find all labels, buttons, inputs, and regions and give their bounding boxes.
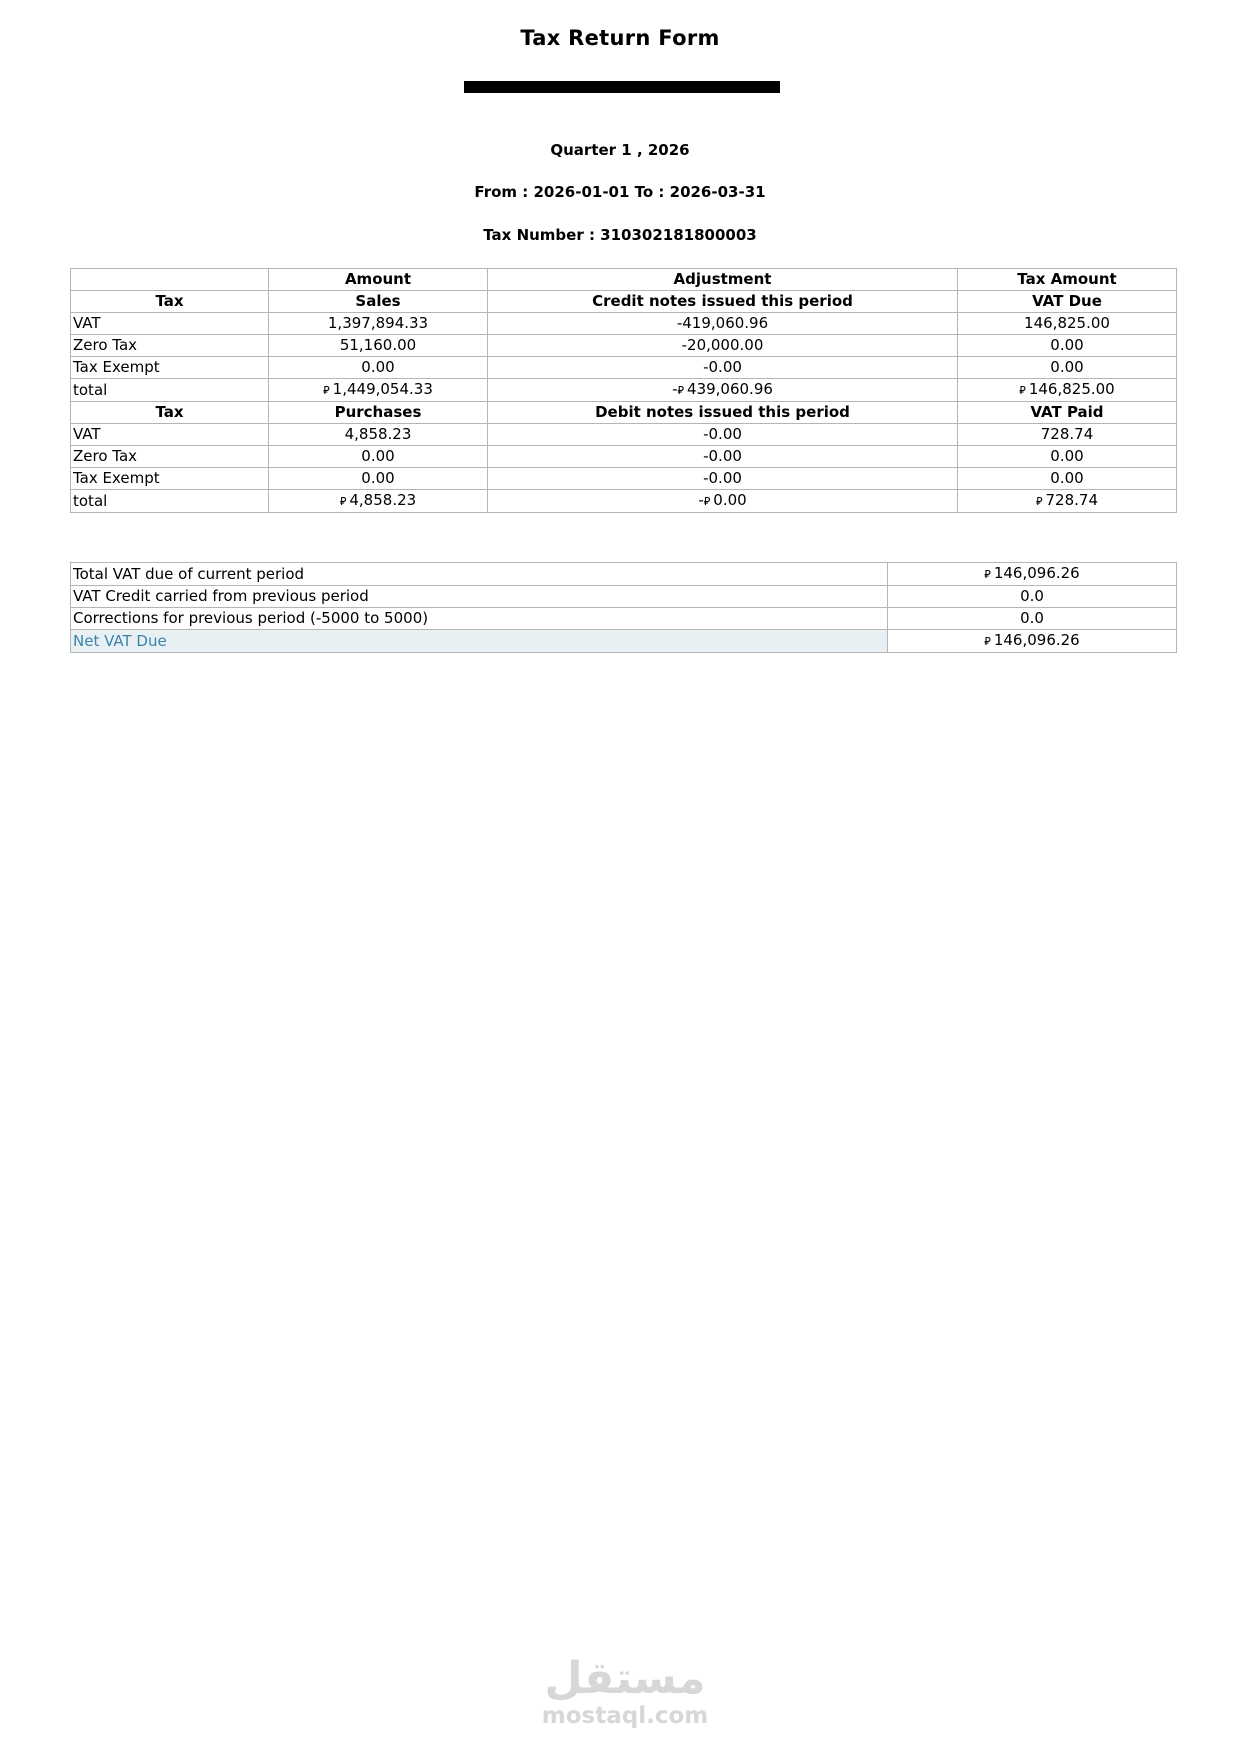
adjustment-cell: -20,000.00	[488, 335, 958, 357]
debit-notes-header: Debit notes issued this period	[488, 402, 958, 424]
vat-due-cell: 0.00	[958, 335, 1177, 357]
credit-notes-header: Credit notes issued this period	[488, 291, 958, 313]
tax-cell: VAT	[71, 313, 269, 335]
table-row	[71, 313, 1177, 335]
net-vat-due-value: 146,096.26	[993, 631, 1080, 649]
net-vat-due-row	[71, 630, 1177, 653]
adjustment-cell: -0.00	[488, 446, 958, 468]
tax-header: Tax	[71, 402, 269, 424]
vat-paid-cell: 728.74	[958, 424, 1177, 446]
summary-label: Total VAT due of current period	[71, 563, 888, 586]
vat-due-header: VAT Due	[958, 291, 1177, 313]
form-title: Tax Return Form	[520, 26, 720, 50]
adjustment-total-value: 439,060.96	[687, 380, 773, 398]
currency-icon: ⃁	[1019, 384, 1026, 397]
vat-summary-table	[70, 562, 1177, 653]
tax-cell: Tax Exempt	[71, 468, 269, 490]
watermark-text: mostaql.com	[541, 1703, 709, 1729]
currency-icon: ⃁	[323, 384, 330, 397]
purchases-total-value: 4,858.23	[349, 491, 417, 509]
table-row	[71, 468, 1177, 490]
watermark	[540, 1655, 710, 1729]
table-row	[71, 446, 1177, 468]
top-header-row	[71, 269, 1177, 291]
tax-header: Tax	[71, 291, 269, 313]
minus-sign: -	[672, 380, 678, 398]
currency-icon: ⃁	[984, 568, 991, 581]
period-label: From : 2026-01-01 To : 2026-03-31	[474, 183, 766, 201]
minus-sign: -	[698, 491, 704, 509]
sales-total-row	[71, 379, 1177, 402]
purchases-total-row	[71, 490, 1177, 513]
total-label: total	[71, 379, 269, 402]
vat-paid-cell: 0.00	[958, 468, 1177, 490]
purchases-cell: 4,858.23	[269, 424, 488, 446]
company-name-redacted: Shahbzak studio - شركة نجوم المناسبات للدعاية والإعلان	[464, 81, 780, 93]
net-vat-due-label: Net VAT Due	[71, 630, 888, 653]
vat-paid-header: VAT Paid	[958, 402, 1177, 424]
table-row	[71, 424, 1177, 446]
vat-paid-total-cell	[958, 490, 1177, 513]
purchases-cell: 0.00	[269, 446, 488, 468]
vat-paid-total-value: 728.74	[1045, 491, 1099, 509]
summary-row	[71, 608, 1177, 630]
vat-paid-cell: 0.00	[958, 446, 1177, 468]
summary-label: Corrections for previous period (-5000 to 5000)	[71, 608, 888, 630]
sales-cell: 0.00	[269, 357, 488, 379]
currency-icon: ⃁	[984, 635, 991, 648]
adjustment-total-value: 0.00	[713, 491, 747, 509]
summary-value-cell	[888, 563, 1177, 586]
purchases-cell: 0.00	[269, 468, 488, 490]
tax-amount-header: Tax Amount	[958, 269, 1177, 291]
tax-cell: Zero Tax	[71, 335, 269, 357]
purchases-header-row	[71, 402, 1177, 424]
currency-icon: ⃁	[339, 495, 347, 508]
summary-row	[71, 586, 1177, 608]
watermark-logo: مستقل	[544, 1653, 706, 1704]
sales-total-cell	[269, 379, 488, 402]
amount-header: Amount	[269, 269, 488, 291]
empty-header-cell	[71, 269, 269, 291]
table-row	[71, 335, 1177, 357]
sales-cell: 1,397,894.33	[269, 313, 488, 335]
adjustment-total-cell	[488, 379, 958, 402]
summary-value: 0.0	[888, 586, 1177, 608]
summary-value: 146,096.26	[993, 564, 1080, 582]
tax-number-label: Tax Number : 310302181800003	[483, 226, 757, 244]
summary-row	[71, 563, 1177, 586]
table-row	[71, 357, 1177, 379]
purchases-total-cell	[269, 490, 488, 513]
purchases-header: Purchases	[269, 402, 488, 424]
sales-cell: 51,160.00	[269, 335, 488, 357]
total-label: total	[71, 490, 269, 513]
currency-icon: ⃁	[1035, 495, 1043, 508]
adjustment-cell: -0.00	[488, 424, 958, 446]
sales-header-row	[71, 291, 1177, 313]
summary-label: VAT Credit carried from previous period	[71, 586, 888, 608]
net-vat-due-value-cell	[888, 630, 1177, 653]
adjustment-cell: -0.00	[488, 357, 958, 379]
tax-cell: VAT	[71, 424, 269, 446]
vat-due-cell: 146,825.00	[958, 313, 1177, 335]
currency-icon: ⃁	[677, 384, 685, 397]
vat-due-total-cell	[958, 379, 1177, 402]
vat-due-cell: 0.00	[958, 357, 1177, 379]
summary-value: 0.0	[888, 608, 1177, 630]
adjustment-cell: -419,060.96	[488, 313, 958, 335]
quarter-label: Quarter 1 , 2026	[550, 141, 690, 159]
adjustment-total-cell	[488, 490, 958, 513]
currency-icon: ⃁	[703, 495, 711, 508]
adjustment-header: Adjustment	[488, 269, 958, 291]
tax-breakdown-table	[70, 268, 1177, 513]
sales-header: Sales	[269, 291, 488, 313]
sales-total-value: 1,449,054.33	[332, 380, 433, 398]
tax-cell: Tax Exempt	[71, 357, 269, 379]
vat-due-total-value: 146,825.00	[1028, 380, 1115, 398]
tax-cell: Zero Tax	[71, 446, 269, 468]
adjustment-cell: -0.00	[488, 468, 958, 490]
